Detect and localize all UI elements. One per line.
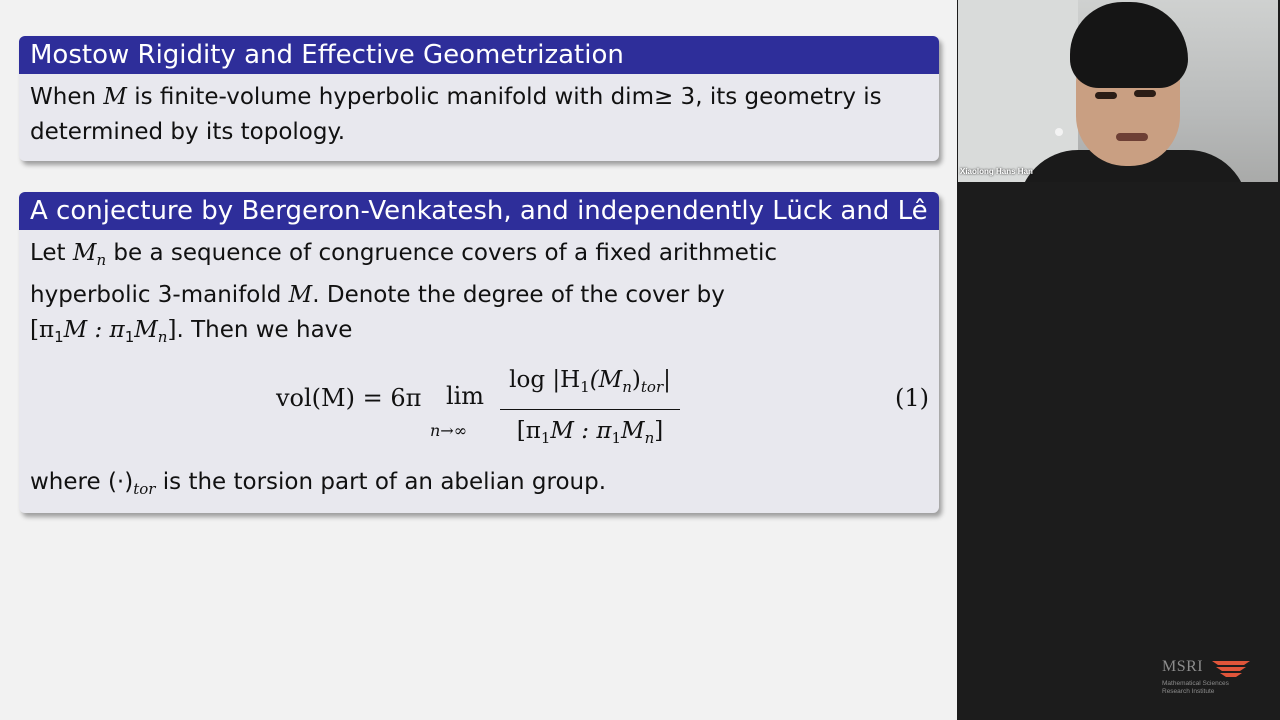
block-body xyxy=(19,230,939,513)
equation-left-side: vol(M) = 6π xyxy=(276,384,422,412)
video-background-light xyxy=(1055,128,1063,136)
equation-number: (1) xyxy=(895,384,929,412)
math-run: (M xyxy=(589,367,623,393)
msri-subtitle-line: Research Institute xyxy=(1162,688,1215,695)
math-subscript: n xyxy=(644,429,655,447)
math-run: ] xyxy=(654,418,664,444)
limit-operator: lim xyxy=(445,382,485,410)
math-symbol: M xyxy=(288,282,313,308)
math-subscript: 1 xyxy=(540,429,551,447)
text-run: is the torsion part of an abelian group. xyxy=(155,469,607,495)
math-subscript: 1 xyxy=(611,429,621,447)
participant-eye xyxy=(1134,90,1156,97)
math-symbol: M xyxy=(134,317,158,343)
text-run: . Denote the degree of the cover by xyxy=(312,282,725,308)
block-body xyxy=(19,74,939,158)
math-symbol: M xyxy=(103,84,127,110)
math-subscript: tor xyxy=(133,480,156,498)
math-subscript: 1 xyxy=(54,328,64,346)
block-mostow-rigidity xyxy=(19,36,939,161)
text-line xyxy=(30,278,929,313)
text-run: When xyxy=(30,84,104,110)
block-title: A conjecture by Bergeron-Venkatesh, and independently Lück and Lê xyxy=(19,192,939,230)
equation-volume-limit xyxy=(30,363,929,461)
participant-mouth xyxy=(1116,133,1148,141)
msri-logo-mark-icon xyxy=(1210,658,1252,678)
text-line: determined by its topology. xyxy=(30,119,346,145)
msri-logo xyxy=(1162,656,1262,700)
math-symbol: M xyxy=(72,240,97,266)
text-line xyxy=(30,236,929,278)
limit-subscript: n→∞ xyxy=(430,421,468,440)
math-symbol: M xyxy=(621,418,645,444)
msri-logo-word: MSRI xyxy=(1162,658,1204,675)
text-line xyxy=(30,80,929,115)
math-run: [π xyxy=(30,317,55,343)
math-run: [π xyxy=(516,418,541,444)
text-run: . Then we have xyxy=(176,317,353,343)
math-run: log |H xyxy=(509,367,581,393)
math-run: M : π xyxy=(63,317,125,343)
participant-name-label: Xiaolong Hans Han xyxy=(960,167,1033,176)
text-line xyxy=(30,313,929,355)
math-subscript: n xyxy=(96,251,107,269)
math-run: ] xyxy=(167,317,177,343)
participant-video-tile[interactable] xyxy=(958,0,1278,182)
msri-logo-subtitle xyxy=(1162,680,1262,696)
fraction-denominator xyxy=(500,410,680,456)
math-subscript: 1 xyxy=(124,328,135,346)
text-run: hyperbolic 3-manifold xyxy=(30,282,289,308)
math-subscript: 1 xyxy=(580,378,590,396)
text-run: be a sequence of congruence covers of a fixed arithmetic xyxy=(106,240,777,266)
text-run: Let xyxy=(30,240,73,266)
participant-eye xyxy=(1095,92,1117,99)
participant-hair xyxy=(1070,2,1188,88)
text-run: is finite-volume hyperbolic manifold with dim≥ 3, its geometry is xyxy=(126,84,882,110)
block-title: Mostow Rigidity and Effective Geometrization xyxy=(19,36,939,74)
text-run: where (·) xyxy=(30,469,134,495)
msri-subtitle-line: Mathematical Sciences xyxy=(1162,680,1229,687)
math-subscript: n xyxy=(157,328,168,346)
fraction xyxy=(500,363,680,456)
block-conjecture xyxy=(19,192,939,513)
fraction-numerator xyxy=(500,363,680,410)
math-run: M : π xyxy=(550,418,612,444)
math-run: | xyxy=(663,367,671,393)
math-run: ) xyxy=(631,367,641,393)
math-subscript: tor xyxy=(640,378,664,396)
text-line xyxy=(30,465,929,507)
math-subscript: n xyxy=(622,378,632,396)
